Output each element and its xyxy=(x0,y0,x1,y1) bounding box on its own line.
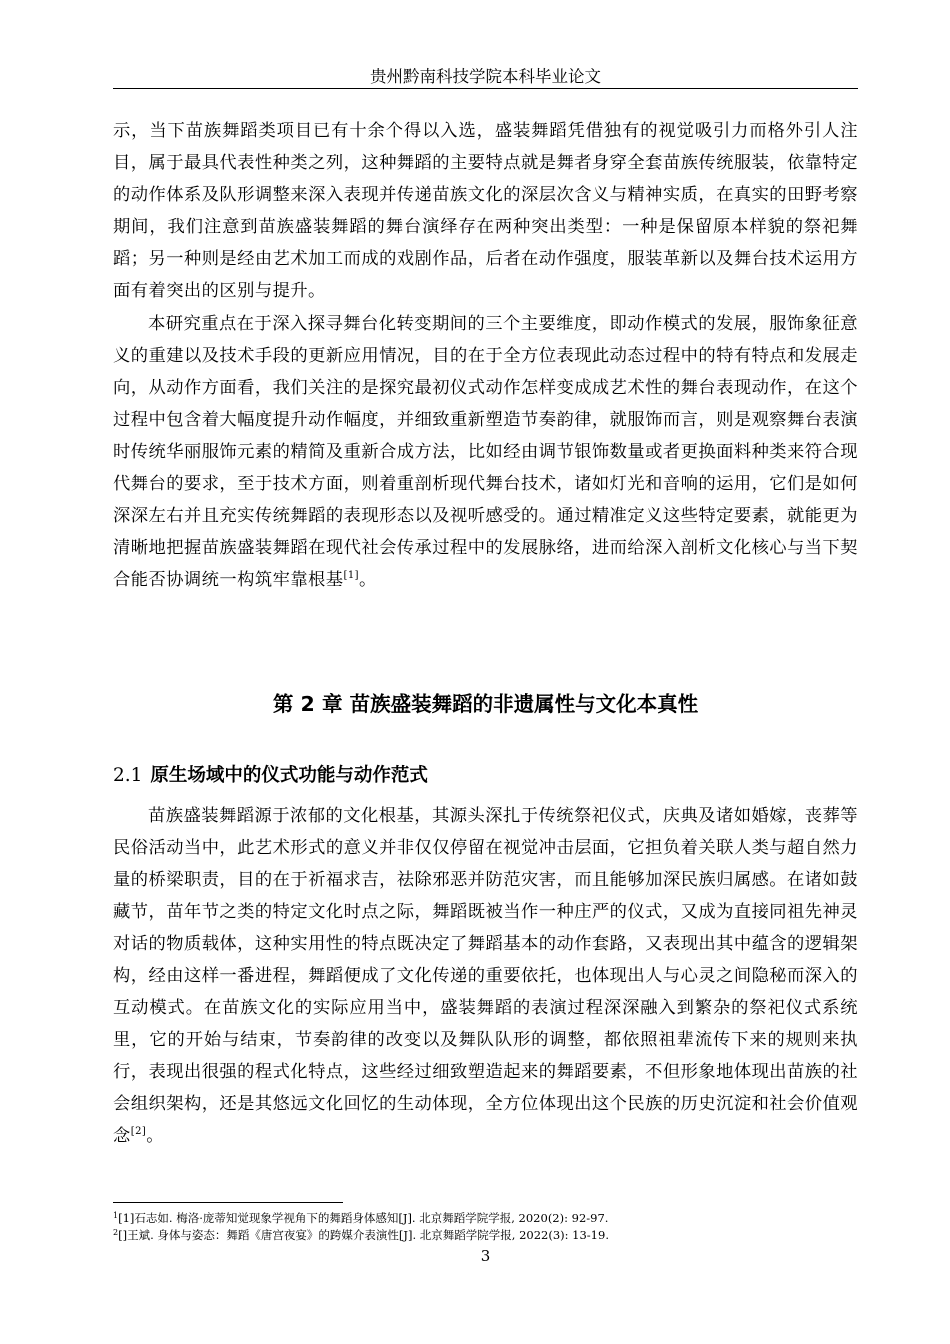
section-heading xyxy=(113,760,858,792)
footnote-text: [1]石志如. 梅洛·庞蒂知觉现象学视角下的舞蹈身体感知[J]. 北京舞蹈学院学报, 2020(2): 92-97. xyxy=(118,1211,609,1225)
footnote-separator xyxy=(113,1202,343,1203)
chapter-heading: 第 2 章 苗族盛装舞蹈的非遗属性与文化本真性 xyxy=(272,692,699,716)
running-header: 贵州黔南科技学院本科毕业论文 xyxy=(370,67,601,86)
citation-ref-2: [2] xyxy=(130,1126,147,1137)
paragraph-end-punct: 。 xyxy=(359,570,377,590)
footnote-mark: 1 xyxy=(113,1211,119,1220)
paragraph-text: 本研究重点在于深入探寻舞台化转变期间的三个主要维度，即动作模式的发展，服饰象征意义的重建以及技术手段的更新应用情况，目的在于全方位表现此动态过程中的特有特点和发展走向，从动作方面看，我们关注的是探究最初仪式动作怎样变成成艺术性的舞台表现动作，在这个过程中包含着大幅度提升动作幅度，并细致重新塑造节奏韵律，就服饰而言，则是观察舞台表演时传统华丽服饰元素的精简及重新合成方法，比如经由调节银饰数量或者更换面料种类来符合现代舞台的要求，至于技术方面，则着重剖析现代舞台技术，诸如灯光和音响的运用，它们是如何深深左右并且充实传统舞蹈的表现形态以及视听感受的。通过精准定义这些特定要素，就能更为清晰地把握苗族盛装舞蹈在现代社会传承过程中的发展脉络，进而给深入剖析文化核心与当下契合能否协调统一构筑牢靠根基 xyxy=(113,314,858,590)
footnote-text: []王斌. 身体与姿态：舞蹈《唐宫夜宴》的跨媒介表演性[J]. 北京舞蹈学院学报, 2022(3): 13-19. xyxy=(118,1228,609,1242)
paragraph-continued xyxy=(113,115,858,307)
paragraph-ritual-function xyxy=(113,800,858,1152)
paragraph-research-focus xyxy=(113,308,858,596)
footnote-1 xyxy=(113,1210,858,1227)
paragraph-text: 示，当下苗族舞蹈类项目已有十余个得以入选，盛装舞蹈凭借独有的视觉吸引力而格外引人注目，属于最具代表性种类之列，这种舞蹈的主要特点就是舞者身穿全套苗族传统服装，依靠特定的动作体系及队形调整来深入表现并传递苗族文化的深层次含义与精神实质，在真实的田野考察期间，我们注意到苗族盛装舞蹈的舞台演绎存在两种突出类型：一种是保留原本样貌的祭祀舞蹈；另一种则是经由艺术加工而成的戏剧作品，后者在动作强度，服装革新以及舞台技术运用方面有着突出的区别与提升。 xyxy=(113,121,858,301)
header-rule xyxy=(113,88,858,89)
paragraph-end-punct: 。 xyxy=(146,1126,164,1146)
section-number: 2.1 xyxy=(113,765,143,786)
section-title: 原生场域中的仪式功能与动作范式 xyxy=(150,765,428,786)
footnote-2 xyxy=(113,1227,858,1244)
paragraph-text: 苗族盛装舞蹈源于浓郁的文化根基，其源头深扎于传统祭祀仪式，庆典及诸如婚嫁，丧葬等民俗活动当中，此艺术形式的意义并非仅仅停留在视觉冲击层面，它担负着关联人类与超自然力量的桥梁职责，目的在于祈福求吉，祛除邪恶并防范灾害，而且能够加深民族归属感。在诸如鼓藏节，苗年节之类的特定文化时点之际，舞蹈既被当作一种庄严的仪式，又成为直接同祖先神灵对话的物质载体，这种实用性的特点既决定了舞蹈基本的动作套路，又表现出其中蕴含的逻辑架构，经由这样一番进程，舞蹈便成了文化传递的重要依托，也体现出人与心灵之间隐秘而深入的互动模式。在苗族文化的实际应用当中，盛装舞蹈的表演过程深深融入到繁杂的祭祀仪式系统里，它的开始与结束，节奏韵律的改变以及舞队队形的调整，都依照祖辈流传下来的规则来执行，表现出很强的程式化特点，这些经过细致塑造起来的舞蹈要素，不但形象地体现出苗族的社会组织架构，还是其悠远文化回忆的生动体现，全方位体现出这个民族的历史沉淀和社会价值观念 xyxy=(113,806,858,1146)
page-number: 3 xyxy=(480,1247,491,1265)
footnote-mark: 2 xyxy=(113,1228,119,1237)
citation-ref-1: [1] xyxy=(343,570,360,581)
